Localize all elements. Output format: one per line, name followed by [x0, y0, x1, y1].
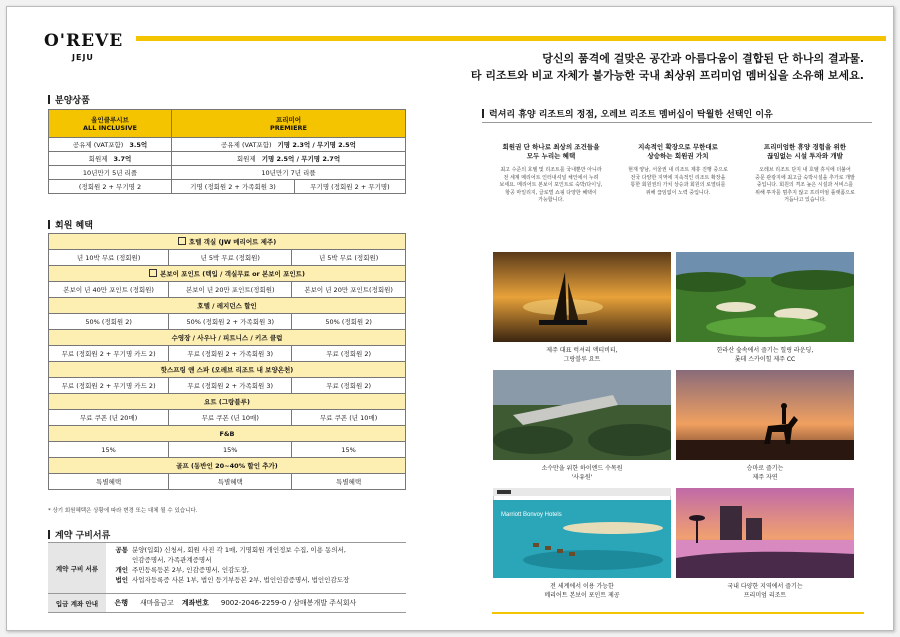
benefit-title-text: 요트 (그랑블루): [204, 398, 250, 406]
tagline: [471, 50, 864, 84]
benefit-title: [49, 298, 406, 314]
benefit-title-text: 본보이 포인트 (텍입 / 객실무료 or 본보이 포인트): [160, 270, 305, 278]
resort-beach-photo: [676, 488, 854, 578]
doc-line: [110, 575, 402, 585]
caption-line: 롯데 스카이힐 제주 CC: [734, 356, 796, 363]
caption-line: 한라산 숲속에서 즐기는 힐링 라운딩,: [716, 347, 814, 354]
reason-text-line: 중문 관광지에 최고급 숙박시설을 추가로 개발: [755, 174, 855, 181]
reason-column: [619, 143, 737, 205]
caption-line: '사유원': [571, 474, 593, 481]
benefit-cell: 15%: [169, 442, 292, 458]
reason-text-line: 거듭나고 있습니다.: [784, 197, 826, 203]
screen-text: Marriott Bonvoy Hotels: [501, 512, 562, 518]
benefit-cell: 50% (정회원 2 + 가족회원 3): [169, 314, 292, 330]
benefit-cell: 무료 쿠폰 (년 10매): [169, 410, 292, 426]
reason-heading-line: 프리미엄한 휴양 경험을 위한: [763, 143, 847, 151]
benefit-title: [49, 330, 406, 346]
benefit-cell: 특별혜택: [169, 474, 292, 490]
section-title-products: 분양상품: [48, 93, 90, 106]
benefit-cell: 특별혜택: [292, 474, 406, 490]
reason-text-line: 오레브 리조트 단지 내 호텔 휴식에 더불어: [759, 167, 851, 173]
benefit-cell: 년 5박 무료 (정회원): [292, 250, 406, 266]
reason-heading: [746, 143, 864, 161]
doc-tag: 개인: [115, 566, 128, 574]
benefit-cell: 특별혜택: [49, 474, 169, 490]
benefit-cell: 무료 (정회원 2 + 가족회원 3): [169, 378, 292, 394]
benefit-cell: 15%: [49, 442, 169, 458]
arboretum-photo: [493, 370, 671, 460]
doc-text: 주민등록등본 2부, 인감증명서, 인감도장,: [132, 566, 249, 574]
reason-text: [492, 167, 610, 205]
benefit-cell: 50% (정회원 2): [49, 314, 169, 330]
bank-row: [48, 593, 406, 613]
benefit-cell: 무료 쿠폰 (년 10매): [292, 410, 406, 426]
benefit-cell: 본보이 년 20만 포인트(정회원): [169, 282, 292, 298]
benefit-cell: 년 5박 무료 (정회원): [169, 250, 292, 266]
doc-line: [110, 555, 402, 565]
benefit-title: [49, 458, 406, 474]
photo-caption: [493, 346, 671, 364]
product-col-allinclusive: 올인클루시브 ALL INCLUSIVE: [49, 110, 172, 138]
doc-text: 사업자등록증 사본 1부, 법인 등기부등본 2부, 법인인감증명서, 법인인감도장: [132, 576, 350, 584]
docs-label: 계약 구비 서류: [48, 543, 106, 593]
brand-sub: JEJU: [72, 53, 94, 62]
marriott-website-photo: [493, 488, 671, 578]
benefit-cell: 무료 (정회원 2): [292, 346, 406, 362]
benefit-cell: 무료 (정회원 2): [292, 378, 406, 394]
member-cell: 무기명 (정회원 2 + 무기명): [295, 180, 406, 194]
benefit-cell: 무료 (정회원 2 + 무기명 카드 2): [49, 346, 169, 362]
benefit-cell: 15%: [292, 442, 406, 458]
products-table: [48, 109, 406, 194]
benefit-cell: 년 10박 무료 (정회원): [49, 250, 169, 266]
term-cell: 10년만기 5년 리플: [49, 166, 172, 180]
caption-line: 전 세계에서 이용 가능한: [550, 583, 614, 590]
golf-photo: [676, 252, 854, 342]
reasons-columns: [492, 143, 864, 205]
reason-heading-line: 회원권 단 하나로 최상의 조건들을: [502, 143, 600, 151]
price-cell: 공유제 (VAT포함) 기명 2.3억 / 무기명 2.5억: [172, 138, 406, 152]
reason-text-line: 전 세계 메리어트 인터내셔널 체인에서 누려: [503, 174, 599, 181]
benefit-cell: 무료 쿠폰 (년 20매): [49, 410, 169, 426]
top-accent-line: [136, 36, 886, 41]
price-cell: 회원제 3.7억: [49, 152, 172, 166]
account-number: 9002-2046-2259-0 / 삼매봉개발 주식회사: [220, 599, 357, 607]
contract-box: [48, 542, 406, 613]
benefit-title-text: 호텔 / 레지던스 할인: [197, 302, 257, 310]
product-col-premiere: 프리미어 PREMIERE: [172, 110, 406, 138]
reason-column: [492, 143, 610, 205]
reason-text-line: 가능합니다.: [538, 197, 564, 203]
doc-line: [110, 545, 402, 555]
benefit-cell: 무료 (정회원 2 + 무기명 카드 2): [49, 378, 169, 394]
footnote: * 상기 회원혜택은 상황에 따라 변경 또는 대체 될 수 있습니다.: [48, 508, 198, 514]
horse-riding-photo: [676, 370, 854, 460]
contract-docs-row: [48, 542, 406, 593]
benefit-cell: 무료 (정회원 2 + 가족회원 3): [169, 346, 292, 362]
reason-text-line: 위해 끊임없이 노력 중입니다.: [645, 189, 711, 196]
reason-heading-line: 지속적인 확장으로 무한대로: [638, 143, 718, 151]
member-cell: (정회원 2 + 무기명 2: [49, 180, 172, 194]
reason-heading: [619, 143, 737, 161]
yacht-photo: [493, 252, 671, 342]
benefit-title: [49, 426, 406, 442]
caption-line: 그랑블루 요트: [563, 356, 601, 363]
divider: [482, 122, 872, 123]
right-page-title: 럭셔리 휴양 리조트의 정점, 오레브 리조트 멤버십이 탁월한 선택인 이유: [482, 107, 773, 120]
photo-caption: [493, 464, 671, 482]
doc-tag: 법인: [115, 576, 128, 584]
photo-caption: [676, 582, 854, 600]
benefit-title-text: F&B: [219, 429, 235, 438]
photo-caption: [493, 582, 671, 600]
checkbox-icon: [149, 269, 157, 277]
photo-caption: [676, 346, 854, 364]
reason-text-line: 전국 다양한 지역에 지속적인 리조트 확장을: [630, 174, 726, 181]
benefit-title-text: 핫스프링 앤 스파 (오레브 리조트 내 보양온천): [160, 366, 294, 374]
tagline-line: 당신의 품격에 걸맞은 공간과 아름다움이 결합된 단 하나의 결과물.: [542, 52, 864, 65]
reason-heading-line: 끊임없는 시설 투자와 개발: [767, 152, 843, 160]
caption-line: 소수만을 위한 하이엔드 수목원: [541, 465, 623, 472]
benefit-title-text: 호텔 객실 (JW 메리어트 제주): [188, 238, 277, 246]
reason-text-line: 통한 회원권의 가치 상승과 회원의 로열티를: [630, 182, 726, 188]
benefits-table: [48, 233, 406, 490]
photo-caption: [676, 464, 854, 482]
caption-line: 프리미엄 리조트: [743, 592, 787, 599]
reason-text-line: 항공 마일리지, 글로벌 쇼핑 다양한 혜택이: [505, 189, 597, 196]
section-title-contract: 계약 구비서류: [48, 528, 110, 541]
reason-column: [746, 143, 864, 205]
bank-label: 입금 계좌 안내: [48, 594, 106, 612]
benefit-title-text: 수영장 / 사우나 / 피트니스 / 키즈 클럽: [171, 334, 283, 342]
reason-text: [746, 167, 864, 205]
reason-text: [619, 167, 737, 197]
doc-tag: 공통: [115, 546, 128, 554]
bank-name: 새마을금고: [140, 599, 174, 607]
reason-heading: [492, 143, 610, 161]
price-cell: 공유제 (VAT포함) 3.5억: [49, 138, 172, 152]
tagline-line: 타 리조트와 비교 자체가 불가능한 국내 최상위 프리미엄 멤버십을 소유해 보세요.: [470, 69, 864, 82]
benefit-title: [49, 362, 406, 378]
reason-text-line: 위해 투자를 멈추지 않고 프리미엄 플랫폼으로: [755, 189, 855, 196]
account-tag: 계좌번호: [181, 599, 209, 607]
reason-text-line: 보세요. 메리어트 본보이 포인트로 숙박/다이닝,: [499, 182, 603, 188]
reason-text-line: 중입니다. 회원의 격조 높은 시설과 서비스를: [756, 182, 854, 188]
doc-text: 분양(입회) 신청서, 회원 사진 각 1매, 기명회원 개인정보 수집, 이용 동의서,: [132, 546, 346, 554]
caption-line: 메리어트 본보이 포인트 제공: [544, 592, 620, 599]
member-cell: 기명 (정회원 2 + 가족회원 3): [172, 180, 295, 194]
benefit-cell: 본보이 년 20만 포인트(정회원): [292, 282, 406, 298]
caption-line: 국내 다양한 지역에서 즐기는: [727, 583, 803, 590]
section-title-benefits: 회원 혜택: [48, 218, 93, 231]
benefit-title: [49, 394, 406, 410]
bottom-accent-line: [492, 612, 864, 614]
benefit-cell: 본보이 년 40만 포인트 (정회원): [49, 282, 169, 298]
doc-line: [110, 565, 402, 575]
reason-text-line: 현재 양남, 서울권 내 리조트 제휴 진행 중으로: [628, 167, 728, 173]
reason-heading-line: 상승하는 회원권 가치: [647, 152, 709, 160]
caption-line: 제주 자연: [752, 474, 778, 481]
checkbox-icon: [178, 237, 186, 245]
caption-line: 승마로 즐기는: [746, 465, 784, 472]
caption-line: 제주 대표 럭셔리 액티비티,: [546, 347, 618, 354]
benefit-title-text: 골프 (동반인 20~40% 할인 추가): [176, 462, 278, 470]
price-cell: 회원제 기명 2.5억 / 무기명 2.7억: [172, 152, 406, 166]
benefit-title: [49, 266, 406, 282]
docs-list: [106, 543, 406, 593]
doc-text: 인감증명서, 가족관계증명서: [132, 556, 212, 564]
benefit-title: [49, 234, 406, 250]
bank-tag: 은행: [114, 599, 128, 607]
term-cell: 10년만기 7년 리플: [172, 166, 406, 180]
brand-logo: O'REVE: [44, 31, 124, 51]
benefit-cell: 50% (정회원 2): [292, 314, 406, 330]
reason-text-line: 최고 수준의 호텔 및 리조트를 국내뿐만 아니라: [500, 167, 602, 173]
reason-heading-line: 모두 누리는 혜택: [526, 152, 576, 160]
